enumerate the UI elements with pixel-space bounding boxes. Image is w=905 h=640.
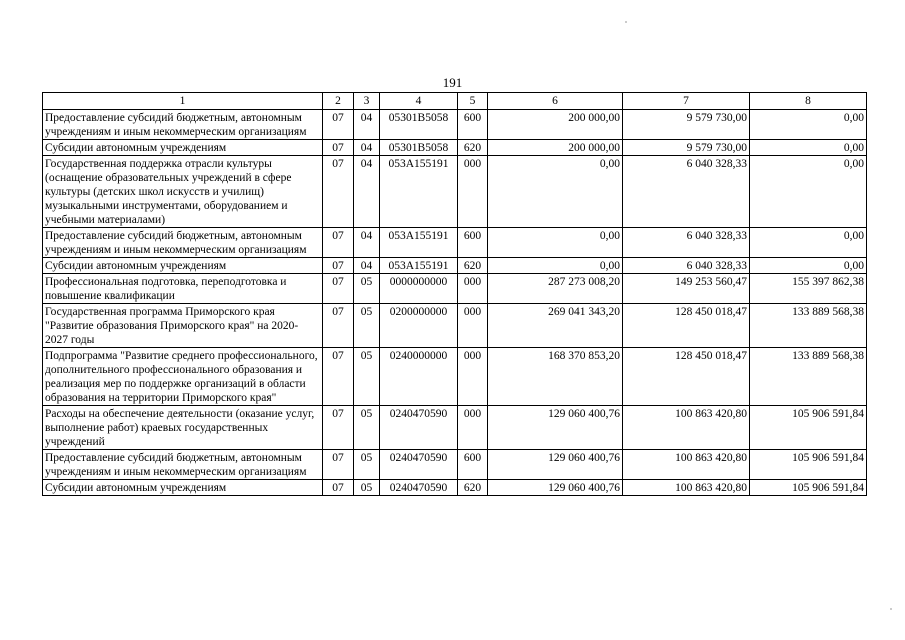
row-amount-6: 287 273 008,20 bbox=[488, 274, 623, 304]
row-name: Предоставление субсидий бюджетным, автономным учреждениям и иным некоммерческим организациям bbox=[43, 450, 323, 480]
row-amount-8: 133 889 568,38 bbox=[750, 348, 867, 406]
row-expense-type: 000 bbox=[458, 274, 488, 304]
row-section: 07 bbox=[323, 110, 354, 140]
header-cell-3: 3 bbox=[354, 93, 380, 110]
row-name: Субсидии автономным учреждениям bbox=[43, 480, 323, 496]
row-amount-6: 0,00 bbox=[488, 156, 623, 228]
row-subsection: 04 bbox=[354, 156, 380, 228]
row-section: 07 bbox=[323, 348, 354, 406]
row-amount-7: 100 863 420,80 bbox=[623, 450, 750, 480]
row-subsection: 04 bbox=[354, 258, 380, 274]
row-section: 07 bbox=[323, 228, 354, 258]
header-cell-1: 1 bbox=[43, 93, 323, 110]
row-expense-type: 000 bbox=[458, 304, 488, 348]
row-subsection: 05 bbox=[354, 480, 380, 496]
row-section: 07 bbox=[323, 304, 354, 348]
row-amount-6: 200 000,00 bbox=[488, 140, 623, 156]
row-target-article: 0000000000 bbox=[380, 274, 458, 304]
row-target-article: 0240470590 bbox=[380, 480, 458, 496]
row-amount-6: 129 060 400,76 bbox=[488, 480, 623, 496]
row-name: Предоставление субсидий бюджетным, автономным учреждениям и иным некоммерческим организациям bbox=[43, 110, 323, 140]
row-expense-type: 000 bbox=[458, 156, 488, 228]
row-name: Подпрограмма "Развитие среднего профессионального, дополнительного профессионального образования и реализация мер по поддержке организаций в области образования на территории Приморского края" bbox=[43, 348, 323, 406]
row-expense-type: 620 bbox=[458, 258, 488, 274]
row-amount-8: 0,00 bbox=[750, 228, 867, 258]
row-target-article: 05301B5058 bbox=[380, 140, 458, 156]
row-name: Субсидии автономным учреждениям bbox=[43, 258, 323, 274]
row-amount-6: 200 000,00 bbox=[488, 110, 623, 140]
row-name: Предоставление субсидий бюджетным, автономным учреждениям и иным некоммерческим организациям bbox=[43, 228, 323, 258]
scan-speck bbox=[625, 21, 627, 23]
row-amount-7: 9 579 730,00 bbox=[623, 140, 750, 156]
scan-speck bbox=[890, 608, 892, 610]
row-amount-7: 6 040 328,33 bbox=[623, 156, 750, 228]
header-cell-6: 6 bbox=[488, 93, 623, 110]
row-amount-8: 105 906 591,84 bbox=[750, 406, 867, 450]
row-amount-8: 0,00 bbox=[750, 156, 867, 228]
row-section: 07 bbox=[323, 156, 354, 228]
row-expense-type: 600 bbox=[458, 450, 488, 480]
row-amount-8: 105 906 591,84 bbox=[750, 450, 867, 480]
row-amount-8: 0,00 bbox=[750, 140, 867, 156]
row-amount-8: 0,00 bbox=[750, 110, 867, 140]
row-section: 07 bbox=[323, 274, 354, 304]
table-row bbox=[43, 480, 867, 496]
row-section: 07 bbox=[323, 480, 354, 496]
row-name: Субсидии автономным учреждениям bbox=[43, 140, 323, 156]
row-subsection: 05 bbox=[354, 348, 380, 406]
row-section: 07 bbox=[323, 406, 354, 450]
row-amount-7: 100 863 420,80 bbox=[623, 406, 750, 450]
row-target-article: 0240470590 bbox=[380, 406, 458, 450]
row-section: 07 bbox=[323, 258, 354, 274]
table-row bbox=[43, 348, 867, 406]
row-expense-type: 000 bbox=[458, 348, 488, 406]
header-row bbox=[43, 93, 867, 110]
row-amount-6: 168 370 853,20 bbox=[488, 348, 623, 406]
row-target-article: 053A155191 bbox=[380, 156, 458, 228]
row-subsection: 04 bbox=[354, 140, 380, 156]
row-amount-7: 9 579 730,00 bbox=[623, 110, 750, 140]
row-amount-8: 105 906 591,84 bbox=[750, 480, 867, 496]
row-amount-6: 129 060 400,76 bbox=[488, 450, 623, 480]
row-amount-7: 6 040 328,33 bbox=[623, 228, 750, 258]
row-amount-7: 149 253 560,47 bbox=[623, 274, 750, 304]
row-amount-6: 269 041 343,20 bbox=[488, 304, 623, 348]
row-expense-type: 600 bbox=[458, 228, 488, 258]
row-amount-7: 100 863 420,80 bbox=[623, 480, 750, 496]
row-subsection: 05 bbox=[354, 274, 380, 304]
row-target-article: 0200000000 bbox=[380, 304, 458, 348]
row-target-article: 05301B5058 bbox=[380, 110, 458, 140]
row-subsection: 04 bbox=[354, 228, 380, 258]
row-expense-type: 620 bbox=[458, 140, 488, 156]
table-row bbox=[43, 304, 867, 348]
row-subsection: 04 bbox=[354, 110, 380, 140]
row-name: Государственная программа Приморского края "Развитие образования Приморского края" на 2020-2027 годы bbox=[43, 304, 323, 348]
row-target-article: 053A155191 bbox=[380, 228, 458, 258]
table-row bbox=[43, 258, 867, 274]
row-subsection: 05 bbox=[354, 304, 380, 348]
table-row bbox=[43, 110, 867, 140]
row-name: Расходы на обеспечение деятельности (оказание услуг, выполнение работ) краевых государственных учреждений bbox=[43, 406, 323, 450]
row-amount-6: 0,00 bbox=[488, 258, 623, 274]
table-body bbox=[43, 110, 867, 496]
table-row bbox=[43, 228, 867, 258]
row-amount-8: 155 397 862,38 bbox=[750, 274, 867, 304]
row-amount-7: 128 450 018,47 bbox=[623, 304, 750, 348]
header-cell-2: 2 bbox=[323, 93, 354, 110]
table-row bbox=[43, 406, 867, 450]
page-number: 191 bbox=[442, 75, 463, 90]
budget-table bbox=[42, 92, 867, 496]
row-amount-7: 6 040 328,33 bbox=[623, 258, 750, 274]
header-cell-7: 7 bbox=[623, 93, 750, 110]
row-amount-6: 0,00 bbox=[488, 228, 623, 258]
row-amount-7: 128 450 018,47 bbox=[623, 348, 750, 406]
row-name: Государственная поддержка отрасли культуры (оснащение образовательных учреждений в сфере культуры (детских школ искусств и училищ) музыкальными инструментами, оборудованием и учебными материалами) bbox=[43, 156, 323, 228]
table-row bbox=[43, 274, 867, 304]
row-expense-type: 600 bbox=[458, 110, 488, 140]
row-target-article: 0240000000 bbox=[380, 348, 458, 406]
row-amount-8: 0,00 bbox=[750, 258, 867, 274]
row-amount-6: 129 060 400,76 bbox=[488, 406, 623, 450]
row-subsection: 05 bbox=[354, 450, 380, 480]
row-name: Профессиональная подготовка, переподготовка и повышение квалификации bbox=[43, 274, 323, 304]
row-expense-type: 620 bbox=[458, 480, 488, 496]
row-subsection: 05 bbox=[354, 406, 380, 450]
table-row bbox=[43, 450, 867, 480]
row-section: 07 bbox=[323, 140, 354, 156]
row-amount-8: 133 889 568,38 bbox=[750, 304, 867, 348]
header-cell-4: 4 bbox=[380, 93, 458, 110]
header-cell-5: 5 bbox=[458, 93, 488, 110]
row-section: 07 bbox=[323, 450, 354, 480]
header-cell-8: 8 bbox=[750, 93, 867, 110]
table-row bbox=[43, 156, 867, 228]
table-row bbox=[43, 140, 867, 156]
row-target-article: 053A155191 bbox=[380, 258, 458, 274]
row-expense-type: 000 bbox=[458, 406, 488, 450]
row-target-article: 0240470590 bbox=[380, 450, 458, 480]
